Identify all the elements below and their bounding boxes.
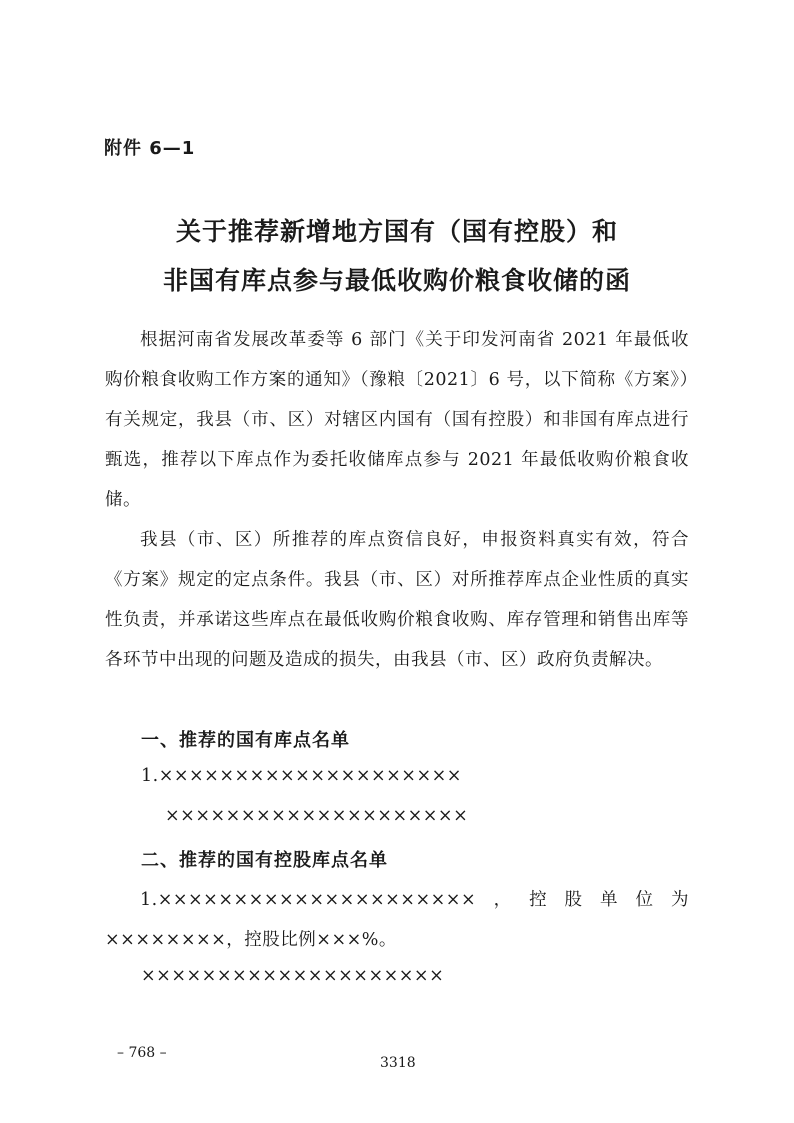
- document-title-line-1: 关于推荐新增地方国有（国有控股）和: [175, 217, 618, 246]
- footer-number: 3318: [380, 1055, 416, 1071]
- page-number: – 768 –: [117, 1045, 167, 1061]
- body-paragraph-1: 根据河南省发展改革委等 6 部门《关于印发河南省 2021 年最低收购价粮食收购工作方案的通知》（豫粮〔2021〕6 号，以下简称《方案》）有关规定，我县（市、区）对辖区内国有（国有控股）和非国有库点进行甄选，推荐以下库点作为委托收储库点参与 2021 年最低收购价粮食收储。: [105, 330, 689, 510]
- list-item-state-owned-1: 1.××××××××××××××××××××: [141, 766, 462, 786]
- document-title-line-2: 非国有库点参与最低收购价粮食收储的函: [162, 266, 631, 295]
- attachment-label: 附件 6—1: [104, 138, 196, 159]
- list-item-state-controlled-1: 1.×××××××××××××××××××××，控股单位为××××××××，控股比例×××%。: [105, 890, 689, 950]
- section-heading-state-controlled: 二、推荐的国有控股库点名单: [141, 850, 388, 871]
- section-heading-state-owned: 一、推荐的国有库点名单: [141, 730, 350, 751]
- list-item-state-controlled-continued: ××××××××××××××××××××: [141, 966, 445, 986]
- body-paragraph-2: 我县（市、区）所推荐的库点资信良好，申报资料真实有效，符合《方案》规定的定点条件。我县（市、区）对所推荐库点企业性质的真实性负责，并承诺这些库点在最低收购价粮食收购、库存管理和销售出库等各环节中出现的问题及造成的损失，由我县（市、区）政府负责解决。: [105, 530, 689, 670]
- list-item-state-owned-1-continued: ××××××××××××××××××××: [165, 806, 469, 826]
